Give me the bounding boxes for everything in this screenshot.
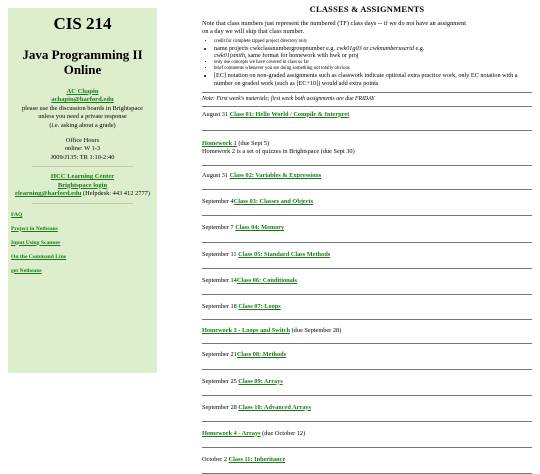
- schedule-row: [202, 251, 532, 259]
- schedule-row: [202, 303, 532, 311]
- learning-center: [8, 173, 157, 199]
- divider: [202, 447, 532, 448]
- due-date: (due September 28): [290, 327, 342, 335]
- divider: [202, 130, 532, 131]
- homework-link[interactable]: Homework 4 - Arrays: [202, 429, 261, 437]
- class-link[interactable]: Class 10: Advanced Arrays: [238, 403, 311, 411]
- contact-note-1: please use the discussion boards in Brightspace: [21, 105, 144, 112]
- divider: [202, 92, 532, 93]
- homework-link[interactable]: Homework 1: [202, 139, 237, 147]
- class-date: September 25: [202, 377, 239, 385]
- schedule-row: [202, 140, 532, 156]
- class-link[interactable]: Class 02: Variables & Expressions: [229, 172, 322, 180]
- schedule-row: [202, 172, 532, 180]
- sidebar: [8, 8, 157, 373]
- divider: [202, 343, 532, 344]
- schedule-row: [202, 430, 532, 438]
- sidebar-divider: [32, 166, 133, 167]
- page-title: CLASSES & ASSIGNMENTS: [309, 4, 425, 14]
- intro-line-1: Note that class numbers just represent the numbered (TF) class days -- if we do not have an assignment: [202, 20, 467, 27]
- note-item: • name projects cwkclassnumbergroupnumber e.g. cwk01g03 or cwknumberuserid e.g. cwk01jsmith, same format for homework with hwk or proj: [214, 45, 532, 61]
- schedule-row: [202, 111, 532, 119]
- class-link[interactable]: Class 11: Inheritance: [228, 456, 286, 464]
- divider: [202, 215, 532, 216]
- divider: [202, 421, 532, 422]
- input-using-scanner-link[interactable]: Input Using Scanner: [11, 239, 61, 246]
- office-hours: [8, 137, 157, 162]
- note-item: • only use concepts we have covered in class so far: [214, 60, 532, 66]
- schedule-row: [202, 224, 532, 232]
- class-date: August 31: [202, 110, 230, 118]
- get-netbeans-link[interactable]: get Netbeans: [11, 267, 42, 274]
- class-date: September 21: [202, 351, 237, 359]
- office-hours-online: online: W 1-3: [64, 145, 101, 153]
- schedule-row: [202, 277, 532, 285]
- sidebar-divider: [32, 203, 133, 204]
- sidebar-links: [8, 212, 157, 274]
- schedule-row: [202, 378, 532, 386]
- note-item: • credit for complete zipped project directory only: [214, 39, 532, 45]
- note-item: • brief comments whenever you are doing something not totally obvious: [214, 66, 532, 72]
- class-date: October 2: [202, 456, 229, 464]
- project-in-netbeans-link[interactable]: Project in Netbeans: [11, 225, 58, 232]
- office-hours-title: Office Hours: [65, 136, 100, 144]
- class-date: August 31: [202, 172, 230, 180]
- assignment-notes: [202, 39, 532, 88]
- divider: [202, 268, 532, 269]
- schedule-row: [202, 351, 532, 359]
- due-date: (due October 12): [260, 429, 306, 437]
- command-line-link[interactable]: On the Command Line: [11, 253, 67, 260]
- intro-text: [202, 20, 532, 37]
- class-link[interactable]: Class 09: Arrays: [238, 377, 283, 385]
- divider: [202, 189, 532, 190]
- homework-link[interactable]: Homework 3 - Loops and Switch: [202, 327, 290, 335]
- class-date: September 7: [202, 224, 236, 232]
- divider: [202, 294, 532, 295]
- class-date: September 18: [202, 302, 239, 310]
- class-link[interactable]: Class 04: Memory: [235, 224, 285, 232]
- class-date: September 11: [202, 250, 239, 258]
- faq-link[interactable]: FAQ: [11, 211, 23, 218]
- first-week-note: Note: First week's materials; first week both assignments are due FRIDAY: [202, 95, 375, 102]
- divider: [202, 165, 532, 166]
- schedule-row: [202, 327, 532, 335]
- office-hours-room: J009/J135: TR 1:10-2:40: [50, 153, 115, 161]
- schedule-row: [202, 198, 532, 206]
- class-link[interactable]: Class 01: Hello World / Compile & Interpret: [229, 110, 350, 118]
- class-link[interactable]: Class 05: Standard Class Methods: [238, 250, 331, 258]
- divider: [202, 395, 532, 396]
- class-link[interactable]: Class 03: Classes and Objects: [233, 198, 314, 206]
- instructor-contact: [8, 88, 157, 130]
- schedule-row: [202, 456, 532, 464]
- brightspace-login-link[interactable]: Brightspace login: [57, 181, 108, 189]
- class-link[interactable]: Class 07: Loops: [238, 302, 281, 310]
- course-code: CIS 214: [53, 14, 112, 33]
- note-item: • [EC] notation on non-graded assignments such as classwork indicate optional extra practice work, only EC notation with a number on graded work (such as [EC+10]) would add extra points: [214, 72, 532, 88]
- learning-center-link[interactable]: HCC Learning Center: [50, 172, 115, 180]
- homework-note: Homework 2 is a set of quizzes in Brightspace (due Sept 30): [202, 147, 355, 155]
- course-title: Java Programming II Online: [22, 47, 143, 77]
- elearning-email-link[interactable]: elearning@harford.edu: [15, 190, 82, 198]
- divider: [202, 369, 532, 370]
- divider: [202, 106, 532, 107]
- helpdesk-phone: (Helpdesk: 443 412 2777): [83, 190, 150, 198]
- class-link[interactable]: Class 08: Methods: [236, 351, 287, 359]
- divider: [202, 319, 532, 320]
- contact-note-3: (i.e. asking about a grade): [49, 121, 116, 129]
- divider: [202, 242, 532, 243]
- due-date: (due Sept 5): [236, 139, 270, 147]
- class-date: September 28: [202, 403, 239, 411]
- instructor-name-link[interactable]: AC Chapin: [66, 87, 99, 95]
- class-link[interactable]: Class 06: Conditionals: [236, 276, 297, 284]
- main-content: [202, 0, 532, 474]
- contact-note-2: unless you need a private response: [38, 113, 127, 121]
- class-date: September 14: [202, 276, 237, 284]
- class-date: September 4: [202, 198, 234, 206]
- intro-line-2: on a day we will skip that class number.: [202, 28, 305, 36]
- instructor-email-link[interactable]: achapin@harford.edu: [51, 96, 114, 104]
